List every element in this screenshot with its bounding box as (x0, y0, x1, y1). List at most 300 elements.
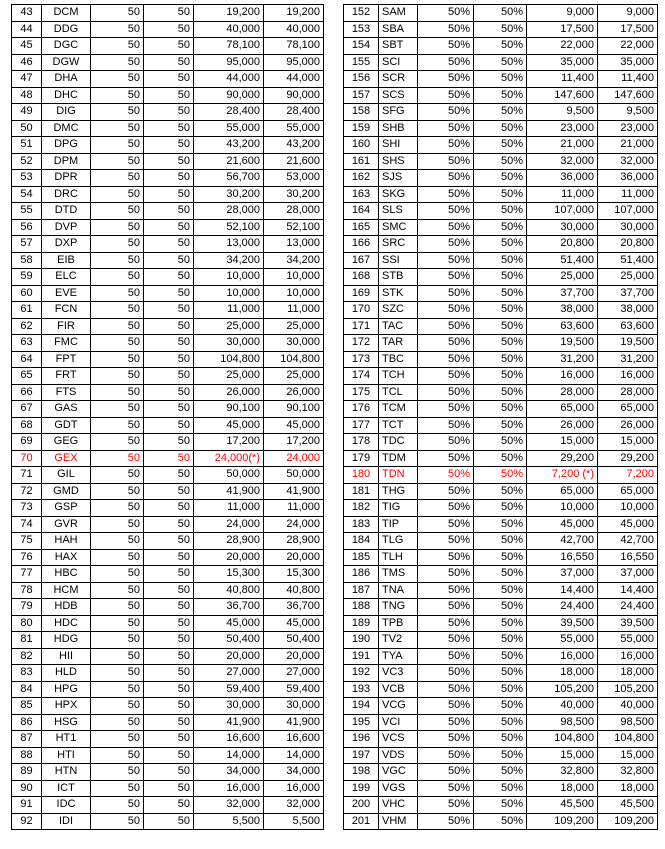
ticker-cell: DDG (42, 21, 91, 38)
price-cell: 104,800 (194, 351, 264, 368)
row-number-cell: 188 (344, 599, 379, 616)
value-cell: 20,800 (598, 236, 658, 253)
ticker-cell: SFG (379, 104, 418, 121)
value-cell: 17,500 (598, 21, 658, 38)
ratio-cell: 50% (474, 302, 527, 319)
row-number-cell: 51 (12, 137, 42, 154)
ratio-cell: 50 (144, 5, 194, 22)
price-cell: 27,000 (194, 665, 264, 682)
ticker-cell: DGC (42, 38, 91, 55)
ratio-cell: 50% (474, 38, 527, 55)
table-row (12, 137, 324, 154)
ratio-cell: 50% (418, 813, 474, 830)
row-number-cell: 81 (12, 632, 42, 649)
table-row (344, 71, 658, 88)
row-number-cell: 62 (12, 318, 42, 335)
ratio-cell: 50 (144, 500, 194, 517)
ratio-cell: 50% (474, 104, 527, 121)
table-row (12, 269, 324, 286)
value-cell: 21,600 (264, 153, 324, 170)
table-row (344, 632, 658, 649)
value-cell: 38,000 (598, 302, 658, 319)
ratio-cell: 50% (474, 549, 527, 566)
row-number-cell: 75 (12, 533, 42, 550)
row-number-cell: 166 (344, 236, 379, 253)
table-row (344, 236, 658, 253)
ratio-cell: 50% (418, 318, 474, 335)
ratio-cell: 50 (91, 747, 144, 764)
ticker-cell: SKG (379, 186, 418, 203)
ratio-cell: 50 (144, 467, 194, 484)
price-cell: 11,000 (527, 186, 598, 203)
ticker-cell: GAS (42, 401, 91, 418)
ratio-cell: 50 (144, 203, 194, 220)
ratio-cell: 50% (418, 104, 474, 121)
value-cell: 65,000 (598, 401, 658, 418)
row-number-cell: 44 (12, 21, 42, 38)
ratio-cell: 50% (474, 764, 527, 781)
ratio-cell: 50 (91, 434, 144, 451)
value-cell: 28,400 (264, 104, 324, 121)
row-number-cell: 88 (12, 747, 42, 764)
value-cell: 14,400 (598, 582, 658, 599)
ticker-cell: HT1 (42, 731, 91, 748)
ratio-cell: 50% (418, 714, 474, 731)
table-row (12, 813, 324, 830)
price-cell: 45,500 (527, 797, 598, 814)
price-cell: 90,000 (194, 87, 264, 104)
price-cell: 36,700 (194, 599, 264, 616)
table-row (344, 203, 658, 220)
table-row (344, 500, 658, 517)
ratio-cell: 50% (418, 582, 474, 599)
ratio-cell: 50 (91, 203, 144, 220)
value-cell: 34,000 (264, 764, 324, 781)
value-cell: 27,000 (264, 665, 324, 682)
ratio-cell: 50% (474, 566, 527, 583)
value-cell: 29,200 (598, 450, 658, 467)
ticker-cell: GSP (42, 500, 91, 517)
ratio-cell: 50 (91, 236, 144, 253)
table-row (12, 533, 324, 550)
ratio-cell: 50 (144, 681, 194, 698)
price-cell: 36,000 (527, 170, 598, 187)
ratio-cell: 50% (474, 318, 527, 335)
ticker-cell: SZC (379, 302, 418, 319)
row-number-cell: 82 (12, 648, 42, 665)
price-cell: 16,000 (527, 648, 598, 665)
table-row (12, 318, 324, 335)
ticker-cell: TNA (379, 582, 418, 599)
ticker-cell: FIR (42, 318, 91, 335)
row-number-cell: 59 (12, 269, 42, 286)
value-cell: 9,000 (598, 5, 658, 22)
ratio-cell: 50 (144, 186, 194, 203)
ticker-cell: SHB (379, 120, 418, 137)
ticker-cell: DVP (42, 219, 91, 236)
ticker-cell: TMS (379, 566, 418, 583)
ratio-cell: 50% (418, 566, 474, 583)
ratio-cell: 50 (91, 302, 144, 319)
value-cell: 26,000 (598, 417, 658, 434)
price-cell: 28,000 (527, 384, 598, 401)
row-number-cell: 192 (344, 665, 379, 682)
value-cell: 45,500 (598, 797, 658, 814)
row-number-cell: 193 (344, 681, 379, 698)
price-cell: 23,000 (527, 120, 598, 137)
table-row (12, 731, 324, 748)
table-row (12, 615, 324, 632)
row-number-cell: 171 (344, 318, 379, 335)
ratio-cell: 50% (474, 450, 527, 467)
ratio-cell: 50 (144, 483, 194, 500)
ratio-cell: 50% (418, 450, 474, 467)
value-cell: 107,000 (598, 203, 658, 220)
ratio-cell: 50 (144, 813, 194, 830)
row-number-cell: 72 (12, 483, 42, 500)
value-cell: 30,000 (264, 335, 324, 352)
ratio-cell: 50% (474, 5, 527, 22)
price-cell: 7,200 (*) (527, 467, 598, 484)
value-cell: 41,900 (264, 714, 324, 731)
value-cell: 11,000 (264, 302, 324, 319)
row-number-cell: 184 (344, 533, 379, 550)
ticker-cell: SRC (379, 236, 418, 253)
row-number-cell: 46 (12, 54, 42, 71)
table-row (344, 797, 658, 814)
ticker-cell: FMC (42, 335, 91, 352)
ratio-cell: 50% (418, 137, 474, 154)
table-row (344, 813, 658, 830)
table-row (12, 582, 324, 599)
ticker-cell: GEX (42, 450, 91, 467)
ratio-cell: 50% (474, 120, 527, 137)
ticker-cell: FRT (42, 368, 91, 385)
row-number-cell: 63 (12, 335, 42, 352)
ratio-cell: 50 (91, 351, 144, 368)
value-cell: 95,000 (264, 54, 324, 71)
price-cell: 14,000 (194, 747, 264, 764)
price-cell: 25,000 (527, 269, 598, 286)
row-number-cell: 154 (344, 38, 379, 55)
ratio-cell: 50 (91, 516, 144, 533)
ticker-cell: HII (42, 648, 91, 665)
ratio-cell: 50% (474, 797, 527, 814)
table-row (12, 120, 324, 137)
price-cell: 25,000 (194, 318, 264, 335)
table-row (344, 566, 658, 583)
table-row (344, 533, 658, 550)
value-cell: 32,000 (598, 153, 658, 170)
ratio-cell: 50 (144, 615, 194, 632)
table-row (344, 252, 658, 269)
row-number-cell: 74 (12, 516, 42, 533)
row-number-cell: 65 (12, 368, 42, 385)
value-cell: 44,000 (264, 71, 324, 88)
value-cell: 53,000 (264, 170, 324, 187)
row-number-cell: 172 (344, 335, 379, 352)
ratio-cell: 50% (418, 632, 474, 649)
ticker-cell: DRC (42, 186, 91, 203)
price-cell: 50,000 (194, 467, 264, 484)
table-row (12, 87, 324, 104)
ratio-cell: 50 (91, 219, 144, 236)
row-number-cell: 170 (344, 302, 379, 319)
table-row (12, 351, 324, 368)
value-cell: 17,200 (264, 434, 324, 451)
ratio-cell: 50% (418, 269, 474, 286)
price-cell: 41,900 (194, 714, 264, 731)
ratio-cell: 50% (418, 236, 474, 253)
ratio-cell: 50% (474, 681, 527, 698)
price-cell: 16,600 (194, 731, 264, 748)
table-row (12, 764, 324, 781)
ratio-cell: 50 (144, 335, 194, 352)
value-cell: 147,600 (598, 87, 658, 104)
row-number-cell: 68 (12, 417, 42, 434)
value-cell: 18,000 (598, 780, 658, 797)
ticker-cell: SAM (379, 5, 418, 22)
row-number-cell: 47 (12, 71, 42, 88)
table-row (12, 384, 324, 401)
table-row (344, 582, 658, 599)
ticker-cell: EIB (42, 252, 91, 269)
table-row (344, 731, 658, 748)
ratio-cell: 50 (144, 516, 194, 533)
table-row (12, 38, 324, 55)
ticker-cell: TDN (379, 467, 418, 484)
price-cell: 15,300 (194, 566, 264, 583)
price-cell: 51,400 (527, 252, 598, 269)
ratio-cell: 50% (418, 665, 474, 682)
table-row (344, 5, 658, 22)
ratio-cell: 50 (91, 252, 144, 269)
value-cell: 28,000 (264, 203, 324, 220)
value-cell: 19,500 (598, 335, 658, 352)
ratio-cell: 50% (474, 54, 527, 71)
row-number-cell: 45 (12, 38, 42, 55)
value-cell: 43,200 (264, 137, 324, 154)
ratio-cell: 50 (144, 54, 194, 71)
right-securities-table (343, 4, 658, 830)
price-cell: 30,000 (527, 219, 598, 236)
ticker-cell: TDC (379, 434, 418, 451)
ratio-cell: 50% (418, 467, 474, 484)
value-cell: 15,000 (598, 747, 658, 764)
table-row (344, 681, 658, 698)
ratio-cell: 50% (474, 186, 527, 203)
row-number-cell: 54 (12, 186, 42, 203)
table-row (12, 681, 324, 698)
table-row (344, 483, 658, 500)
table-row (12, 302, 324, 319)
ticker-cell: HSG (42, 714, 91, 731)
price-cell: 40,000 (527, 698, 598, 715)
table-row (12, 236, 324, 253)
table-row (12, 467, 324, 484)
ratio-cell: 50% (418, 384, 474, 401)
value-cell: 10,000 (264, 269, 324, 286)
ticker-cell: VC3 (379, 665, 418, 682)
ratio-cell: 50 (144, 731, 194, 748)
price-cell: 31,200 (527, 351, 598, 368)
table-row (344, 153, 658, 170)
ratio-cell: 50 (91, 599, 144, 616)
ratio-cell: 50 (144, 698, 194, 715)
ticker-cell: HAX (42, 549, 91, 566)
ratio-cell: 50 (91, 533, 144, 550)
value-cell: 52,100 (264, 219, 324, 236)
ticker-cell: DIG (42, 104, 91, 121)
table-row (344, 665, 658, 682)
ratio-cell: 50 (144, 153, 194, 170)
value-cell: 30,000 (598, 219, 658, 236)
table-row (344, 285, 658, 302)
ratio-cell: 50 (144, 566, 194, 583)
ticker-cell: GMD (42, 483, 91, 500)
price-cell: 38,000 (527, 302, 598, 319)
table-row (12, 401, 324, 418)
ticker-cell: VGS (379, 780, 418, 797)
ratio-cell: 50 (144, 170, 194, 187)
ratio-cell: 50 (144, 384, 194, 401)
value-cell: 37,700 (598, 285, 658, 302)
row-number-cell: 182 (344, 500, 379, 517)
table-row (12, 368, 324, 385)
price-cell: 17,200 (194, 434, 264, 451)
ticker-cell: TIP (379, 516, 418, 533)
ratio-cell: 50 (144, 252, 194, 269)
table-row (344, 302, 658, 319)
ratio-cell: 50 (91, 120, 144, 137)
value-cell: 40,800 (264, 582, 324, 599)
ticker-cell: DGW (42, 54, 91, 71)
value-cell: 5,500 (264, 813, 324, 830)
table-row (12, 566, 324, 583)
ratio-cell: 50% (418, 549, 474, 566)
price-cell: 20,000 (194, 648, 264, 665)
ratio-cell: 50 (144, 87, 194, 104)
ticker-cell: GDT (42, 417, 91, 434)
ratio-cell: 50 (91, 21, 144, 38)
table-row (12, 335, 324, 352)
ticker-cell: DPG (42, 137, 91, 154)
table-row (344, 384, 658, 401)
ratio-cell: 50% (418, 615, 474, 632)
row-number-cell: 61 (12, 302, 42, 319)
value-cell: 36,700 (264, 599, 324, 616)
row-number-cell: 70 (12, 450, 42, 467)
table-row (344, 186, 658, 203)
value-cell: 31,200 (598, 351, 658, 368)
table-row (12, 632, 324, 649)
price-cell: 43,200 (194, 137, 264, 154)
ticker-cell: DXP (42, 236, 91, 253)
value-cell: 19,200 (264, 5, 324, 22)
table-row (12, 434, 324, 451)
price-cell: 42,700 (527, 533, 598, 550)
ratio-cell: 50 (91, 780, 144, 797)
row-number-cell: 160 (344, 137, 379, 154)
price-cell: 32,000 (194, 797, 264, 814)
ratio-cell: 50 (91, 797, 144, 814)
value-cell: 23,000 (598, 120, 658, 137)
ratio-cell: 50% (474, 698, 527, 715)
ratio-cell: 50% (418, 417, 474, 434)
table-row (344, 467, 658, 484)
value-cell: 104,800 (264, 351, 324, 368)
row-number-cell: 158 (344, 104, 379, 121)
table-row (12, 665, 324, 682)
ticker-cell: TPB (379, 615, 418, 632)
table-row (12, 714, 324, 731)
value-cell: 40,000 (598, 698, 658, 715)
ticker-cell: VHM (379, 813, 418, 830)
price-cell: 22,000 (527, 38, 598, 55)
ticker-cell: HDB (42, 599, 91, 616)
table-row (12, 549, 324, 566)
ticker-cell: HDG (42, 632, 91, 649)
table-row (12, 599, 324, 616)
price-cell: 20,800 (527, 236, 598, 253)
ratio-cell: 50% (474, 351, 527, 368)
table-row (344, 714, 658, 731)
value-cell: 25,000 (598, 269, 658, 286)
value-cell: 78,100 (264, 38, 324, 55)
row-number-cell: 167 (344, 252, 379, 269)
value-cell: 40,000 (264, 21, 324, 38)
price-cell: 44,000 (194, 71, 264, 88)
table-row (344, 318, 658, 335)
ratio-cell: 50% (418, 434, 474, 451)
ticker-cell: DCM (42, 5, 91, 22)
ratio-cell: 50 (91, 38, 144, 55)
table-row (12, 219, 324, 236)
ticker-cell: TCT (379, 417, 418, 434)
price-cell: 21,000 (527, 137, 598, 154)
ratio-cell: 50 (144, 582, 194, 599)
ratio-cell: 50 (91, 467, 144, 484)
ratio-cell: 50% (474, 483, 527, 500)
ratio-cell: 50% (418, 681, 474, 698)
table-row (344, 21, 658, 38)
row-number-cell: 84 (12, 681, 42, 698)
value-cell: 59,400 (264, 681, 324, 698)
row-number-cell: 164 (344, 203, 379, 220)
price-cell: 40,800 (194, 582, 264, 599)
value-cell: 63,600 (598, 318, 658, 335)
price-cell: 14,400 (527, 582, 598, 599)
ratio-cell: 50% (418, 533, 474, 550)
value-cell: 35,000 (598, 54, 658, 71)
value-cell: 10,000 (264, 285, 324, 302)
ratio-cell: 50 (91, 615, 144, 632)
ratio-cell: 50% (474, 252, 527, 269)
ratio-cell: 50% (418, 170, 474, 187)
ratio-cell: 50% (474, 87, 527, 104)
ratio-cell: 50% (418, 500, 474, 517)
value-cell: 41,900 (264, 483, 324, 500)
row-number-cell: 201 (344, 813, 379, 830)
ratio-cell: 50% (474, 582, 527, 599)
ticker-cell: SCR (379, 71, 418, 88)
row-number-cell: 92 (12, 813, 42, 830)
ratio-cell: 50 (144, 269, 194, 286)
ticker-cell: VCS (379, 731, 418, 748)
row-number-cell: 153 (344, 21, 379, 38)
ratio-cell: 50% (418, 302, 474, 319)
ratio-cell: 50% (474, 731, 527, 748)
